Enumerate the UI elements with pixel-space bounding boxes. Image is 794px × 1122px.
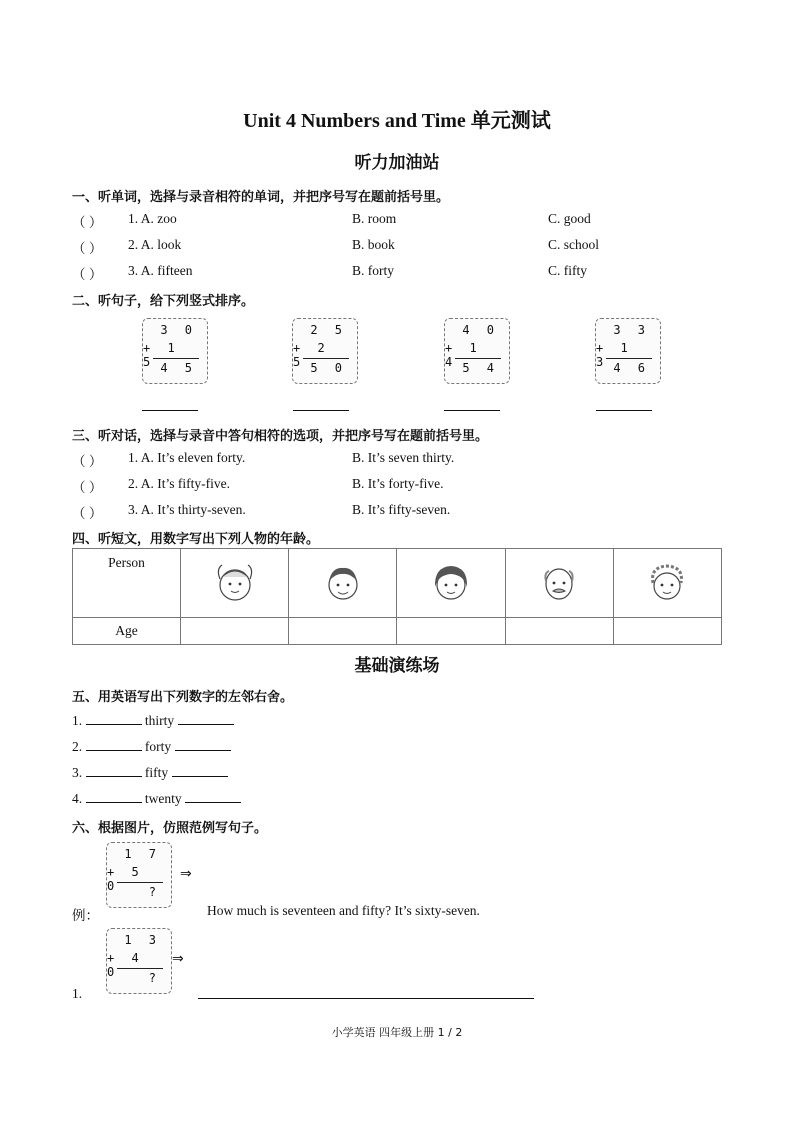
sum-result: 4 6 bbox=[613, 361, 650, 375]
sum-bar bbox=[303, 358, 349, 359]
dialog1-option-a: 1. A. It’s eleven forty. bbox=[128, 450, 246, 465]
sum-addend: + 2 5 bbox=[293, 341, 330, 369]
answer-paren[interactable]: （ ） bbox=[72, 241, 103, 256]
sum-bar bbox=[606, 358, 652, 359]
section1-heading: 一、听单词，选择与录音相符的单词，并把序号写在题前括号里。 bbox=[72, 190, 450, 205]
item-word: twenty bbox=[144, 791, 182, 806]
arrow-icon: ⇒ bbox=[172, 951, 184, 967]
boy-face-icon bbox=[320, 557, 366, 609]
order-blank-4[interactable] bbox=[596, 410, 652, 411]
age-cell[interactable] bbox=[289, 618, 397, 645]
q2-option-b: B. book bbox=[352, 237, 395, 252]
order-blank-2[interactable] bbox=[293, 410, 349, 411]
sum-top: 2 5 bbox=[310, 323, 347, 337]
sum-result: ? bbox=[148, 885, 161, 899]
sum-card-3 bbox=[444, 318, 510, 384]
item-word: thirty bbox=[144, 713, 175, 728]
sum-card-2 bbox=[292, 318, 358, 384]
section2-heading: 二、听句子，给下列竖式排序。 bbox=[72, 294, 255, 309]
section4-heading: 四、听短文，用数字写出下列人物的年龄。 bbox=[72, 532, 320, 547]
sum-result: 4 5 bbox=[160, 361, 197, 375]
part1-title: 听力加油站 bbox=[354, 153, 440, 173]
sum-card-4 bbox=[595, 318, 661, 384]
age-table bbox=[72, 548, 722, 645]
answer-paren[interactable]: （ ） bbox=[72, 454, 103, 469]
question-sum-card bbox=[106, 928, 172, 994]
item-word: forty bbox=[144, 739, 172, 754]
section3-heading: 三、听对话，选择与录音中答句相符的选项，并把序号写在题前括号里。 bbox=[72, 429, 489, 444]
answer-paren[interactable]: （ ） bbox=[72, 506, 103, 521]
blank-right[interactable] bbox=[175, 738, 231, 751]
item-number: 3. bbox=[72, 765, 83, 780]
blank-left[interactable] bbox=[86, 738, 142, 751]
sum-bar bbox=[117, 882, 163, 883]
neighbor-item-2 bbox=[72, 738, 231, 755]
neighbor-item-1 bbox=[72, 712, 234, 729]
age-cell[interactable] bbox=[505, 618, 613, 645]
sum-addend: + 1 4 bbox=[445, 341, 482, 369]
dialog3-option-b: B. It’s fifty-seven. bbox=[352, 502, 451, 517]
sum-top: 3 0 bbox=[160, 323, 197, 337]
sum-bar bbox=[455, 358, 501, 359]
sum-result: 5 4 bbox=[462, 361, 499, 375]
page-footer: 小学英语 四年级上册 1 / 2 bbox=[331, 1026, 463, 1039]
example-label: 例： bbox=[72, 908, 99, 923]
blank-left[interactable] bbox=[86, 712, 142, 725]
section5-heading: 五、用英语写出下列数字的左邻右舍。 bbox=[72, 690, 294, 705]
order-blank-1[interactable] bbox=[142, 410, 198, 411]
age-cell[interactable] bbox=[397, 618, 505, 645]
sum-result: 5 0 bbox=[310, 361, 347, 375]
example-sentence: How much is seventeen and fifty? It’s sixty-seven. bbox=[207, 903, 480, 918]
sum-bar bbox=[117, 968, 163, 969]
answer-paren[interactable]: （ ） bbox=[72, 267, 103, 282]
age-cell[interactable] bbox=[613, 618, 721, 645]
q3-option-a: 3. A. fifteen bbox=[128, 263, 193, 278]
blank-right[interactable] bbox=[178, 712, 234, 725]
grandpa-face-icon bbox=[536, 557, 582, 609]
sum-addend: + 5 0 bbox=[107, 865, 144, 893]
part2-title: 基础演练场 bbox=[354, 656, 440, 676]
q2-option-c: C. school bbox=[548, 237, 600, 252]
item-number: 2. bbox=[72, 739, 83, 754]
dialog2-option-b: B. It’s forty-five. bbox=[352, 476, 444, 491]
sum-top: 1 3 bbox=[124, 933, 161, 947]
dialog3-option-a: 3. A. It’s thirty-seven. bbox=[128, 502, 246, 517]
neighbor-item-3 bbox=[72, 764, 228, 781]
question-label: 1. bbox=[72, 986, 83, 1001]
sum-addend: + 1 5 bbox=[143, 341, 180, 369]
sum-result: ? bbox=[148, 971, 161, 985]
example-sum-card bbox=[106, 842, 172, 908]
answer-line[interactable] bbox=[198, 998, 534, 999]
sum-card-1 bbox=[142, 318, 208, 384]
dialog2-option-a: 2. A. It’s fifty-five. bbox=[128, 476, 230, 491]
page-title: Unit 4 Numbers and Time 单元测试 bbox=[243, 110, 551, 132]
sum-top: 3 3 bbox=[613, 323, 650, 337]
grandma-face-icon bbox=[644, 557, 690, 609]
sum-top: 1 7 bbox=[124, 847, 161, 861]
item-number: 1. bbox=[72, 713, 83, 728]
age-cell[interactable] bbox=[181, 618, 289, 645]
q1-option-c: C. good bbox=[548, 211, 591, 226]
girl-face-icon bbox=[212, 557, 258, 609]
age-label: Age bbox=[73, 618, 181, 645]
blank-right[interactable] bbox=[172, 764, 228, 777]
section6-heading: 六、根据图片，仿照范例写句子。 bbox=[72, 821, 268, 836]
q3-option-b: B. forty bbox=[352, 263, 394, 278]
item-word: fifty bbox=[144, 765, 169, 780]
neighbor-item-4 bbox=[72, 790, 241, 807]
sum-top: 4 0 bbox=[462, 323, 499, 337]
blank-left[interactable] bbox=[86, 790, 142, 803]
q3-option-c: C. fifty bbox=[548, 263, 587, 278]
sum-addend: + 4 0 bbox=[107, 951, 144, 979]
sum-bar bbox=[153, 358, 199, 359]
blank-left[interactable] bbox=[86, 764, 142, 777]
answer-paren[interactable]: （ ） bbox=[72, 480, 103, 495]
answer-paren[interactable]: （ ） bbox=[72, 215, 103, 230]
dialog1-option-b: B. It’s seven thirty. bbox=[352, 450, 455, 465]
arrow-icon: ⇒ bbox=[180, 866, 192, 882]
woman-face-icon bbox=[428, 557, 474, 609]
q1-option-a: 1. A. zoo bbox=[128, 211, 177, 226]
order-blank-3[interactable] bbox=[444, 410, 500, 411]
person-label: Person bbox=[73, 549, 181, 618]
q2-option-a: 2. A. look bbox=[128, 237, 182, 252]
blank-right[interactable] bbox=[185, 790, 241, 803]
item-number: 4. bbox=[72, 791, 83, 806]
sum-addend: + 1 3 bbox=[596, 341, 633, 369]
q1-option-b: B. room bbox=[352, 211, 397, 226]
